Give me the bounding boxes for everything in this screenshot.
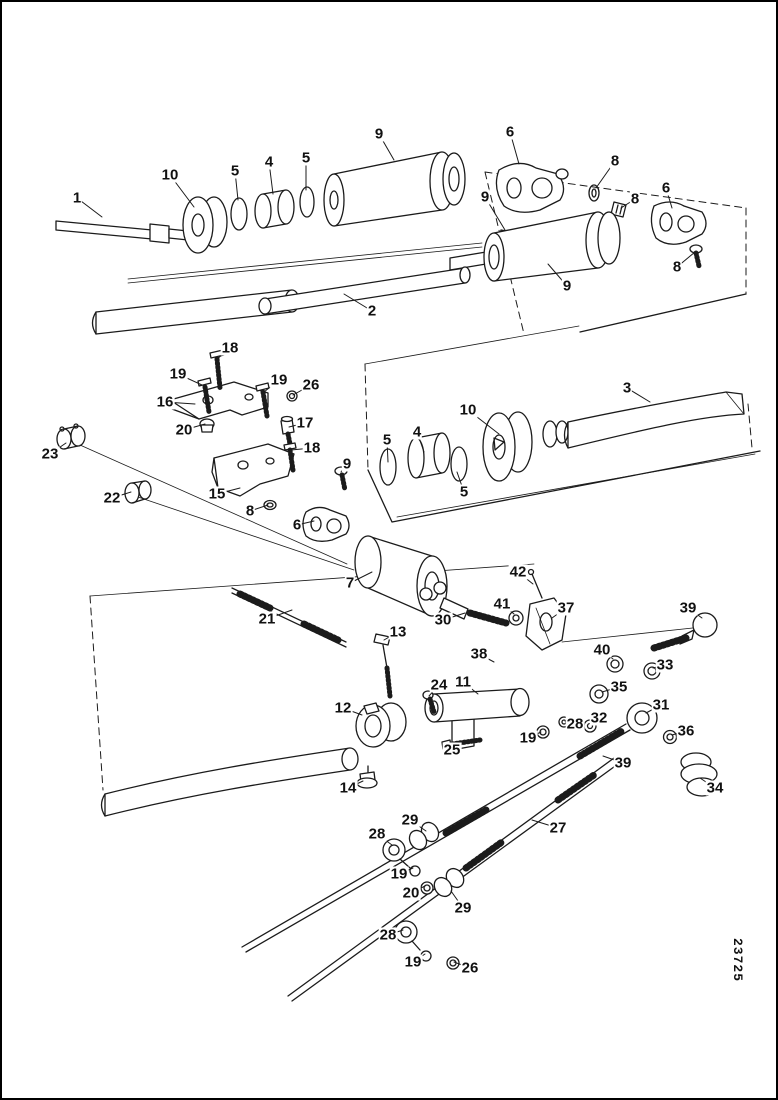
- part-callout-34: 34: [706, 779, 724, 797]
- spacer-sleeve-4: [255, 190, 294, 228]
- snap-ring-5d: [451, 447, 467, 481]
- nut-26a: [287, 391, 297, 401]
- part-callout-14: 14: [339, 779, 357, 797]
- threaded-rod-21: [232, 588, 346, 647]
- part-callout-25: 25: [443, 741, 461, 759]
- bolt-8c: [690, 245, 702, 266]
- part-callout-18: 18: [303, 439, 321, 457]
- callout-leader-line: [77, 198, 102, 217]
- callout-leader-line: [451, 891, 463, 908]
- boot-34: [681, 753, 717, 796]
- ball-joint-28a: [383, 839, 410, 868]
- callout-leader-line: [627, 388, 650, 402]
- part-callout-5: 5: [301, 149, 311, 167]
- part-callout-26: 26: [302, 376, 320, 394]
- washer-19d: [410, 866, 420, 876]
- part-callout-16: 16: [156, 393, 174, 411]
- part-callout-20: 20: [402, 884, 420, 902]
- universal-joint-6b: [651, 202, 706, 244]
- part-callout-3: 3: [622, 379, 632, 397]
- part-callout-17: 17: [296, 414, 314, 432]
- figure-number: 23725: [730, 938, 745, 983]
- lever-arm-37: [526, 598, 566, 650]
- part-callout-22: 22: [103, 489, 121, 507]
- part-callout-8: 8: [245, 502, 255, 520]
- nut-33: [644, 663, 660, 679]
- callout-leader-line: [387, 440, 388, 462]
- washer-41: [509, 611, 523, 625]
- callout-leader-line: [235, 171, 238, 200]
- part-callout-19: 19: [404, 953, 422, 971]
- part-callout-20: 20: [175, 421, 193, 439]
- clamp-29b: [431, 865, 468, 900]
- part-callout-28: 28: [379, 926, 397, 944]
- callout-leader-line: [518, 572, 533, 584]
- propshaft-tube-2: [93, 243, 483, 334]
- spacer-sleeve-4b: [408, 433, 450, 478]
- callout-leader-line: [510, 132, 519, 164]
- part-callout-5: 5: [382, 431, 392, 449]
- clamp-12: [356, 703, 406, 747]
- callout-leader-line: [170, 175, 194, 207]
- part-callout-27: 27: [549, 819, 567, 837]
- part-callout-8: 8: [630, 190, 640, 208]
- nut-20a: [200, 419, 214, 432]
- nut-19c: [537, 726, 549, 738]
- part-callout-9: 9: [374, 125, 384, 143]
- part-callout-2: 2: [367, 302, 377, 320]
- part-callout-9: 9: [342, 455, 352, 473]
- part-callout-42: 42: [509, 563, 527, 581]
- callout-leader-line: [596, 161, 615, 188]
- bearing-flange-10b: [483, 412, 532, 481]
- snap-ring-5b: [300, 187, 314, 217]
- callout-leader-line: [293, 385, 311, 395]
- diagram-line-art: [2, 2, 778, 1100]
- part-callout-6: 6: [292, 516, 302, 534]
- part-callout-7: 7: [345, 574, 355, 592]
- part-callout-35: 35: [610, 678, 628, 696]
- cotter-pin-42: [529, 570, 543, 599]
- part-callout-32: 32: [590, 709, 608, 727]
- callout-leader-line: [602, 650, 613, 659]
- screw-18a: [210, 350, 224, 388]
- part-callout-9: 9: [562, 277, 572, 295]
- callout-leader-line: [502, 604, 514, 614]
- part-callout-19: 19: [390, 865, 408, 883]
- part-callout-29: 29: [454, 899, 472, 917]
- part-callout-38: 38: [470, 645, 488, 663]
- drag-link-thread-30: [470, 613, 702, 642]
- part-callout-26: 26: [461, 959, 479, 977]
- cylinder-7: [355, 536, 468, 619]
- part-callout-5: 5: [459, 483, 469, 501]
- bolt-13: [374, 634, 390, 696]
- callout-leader-line: [677, 252, 695, 267]
- part-callout-28: 28: [566, 715, 584, 733]
- part-callout-19: 19: [270, 371, 288, 389]
- callout-leader-line: [479, 654, 494, 662]
- stud-17: [281, 417, 294, 445]
- part-callout-19: 19: [169, 365, 187, 383]
- part-callout-11: 11: [455, 673, 471, 691]
- ball-joint-28b: [395, 921, 420, 950]
- callout-leader-line: [178, 374, 202, 385]
- part-callout-6: 6: [505, 123, 515, 141]
- cylinder-9a: [324, 152, 465, 226]
- part-callout-9: 9: [480, 188, 490, 206]
- clamp-29a: [406, 819, 442, 852]
- bolt-9c: [335, 467, 347, 490]
- washer-8d: [264, 501, 276, 510]
- callout-leader-line: [603, 756, 623, 763]
- snap-ring-5a: [231, 198, 247, 230]
- part-callout-18: 18: [221, 339, 239, 357]
- callout-leader-line: [621, 199, 635, 208]
- part-callout-13: 13: [389, 623, 407, 641]
- nut-36: [664, 731, 677, 744]
- part-callout-8: 8: [610, 152, 620, 170]
- part-callout-15: 15: [208, 485, 226, 503]
- part-callout-4: 4: [264, 153, 274, 171]
- callout-leader-line: [343, 708, 362, 715]
- part-callout-29: 29: [401, 811, 419, 829]
- part-callout-4: 4: [412, 423, 422, 441]
- bushing-35: [590, 685, 608, 703]
- part-callout-39: 39: [679, 599, 697, 617]
- part-callout-6: 6: [661, 179, 671, 197]
- part-callout-19: 19: [519, 729, 537, 747]
- part-callout-24: 24: [430, 676, 448, 694]
- part-callout-40: 40: [593, 641, 611, 659]
- flange-10: [183, 197, 227, 253]
- part-callout-33: 33: [656, 656, 674, 674]
- part-callout-30: 30: [434, 611, 452, 629]
- curved-tube-3: [565, 392, 745, 448]
- ball-stud-39a: [654, 613, 717, 648]
- part-callout-21: 21: [258, 610, 276, 628]
- callout-leader-line: [457, 472, 464, 492]
- part-callout-5: 5: [230, 162, 240, 180]
- callout-leader-line: [379, 134, 394, 160]
- part-callout-41: 41: [493, 595, 511, 613]
- part-callout-23: 23: [41, 445, 59, 463]
- cylinder-9b: [450, 212, 620, 281]
- part-callout-28: 28: [368, 825, 386, 843]
- part-callout-31: 31: [652, 696, 670, 714]
- input-shaft-1: [56, 221, 188, 243]
- part-callout-39: 39: [614, 754, 632, 772]
- universal-joint-6a: [496, 163, 568, 212]
- universal-joint-6c: [303, 507, 349, 541]
- nut-40: [607, 656, 623, 672]
- part-callout-8: 8: [672, 258, 682, 276]
- part-callout-10: 10: [459, 401, 477, 419]
- part-callout-12: 12: [334, 699, 352, 717]
- bearing-plate-15: [212, 444, 294, 496]
- part-callout-10: 10: [161, 166, 179, 184]
- nut-14: [357, 766, 377, 788]
- nut-20b: [421, 882, 433, 894]
- lower-curved-tube: [102, 748, 359, 816]
- part-callout-37: 37: [557, 599, 575, 617]
- part-callout-1: 1: [72, 189, 82, 207]
- part-callout-36: 36: [677, 722, 695, 740]
- callout-leader-line: [269, 162, 273, 194]
- callout-leader-line: [688, 608, 702, 618]
